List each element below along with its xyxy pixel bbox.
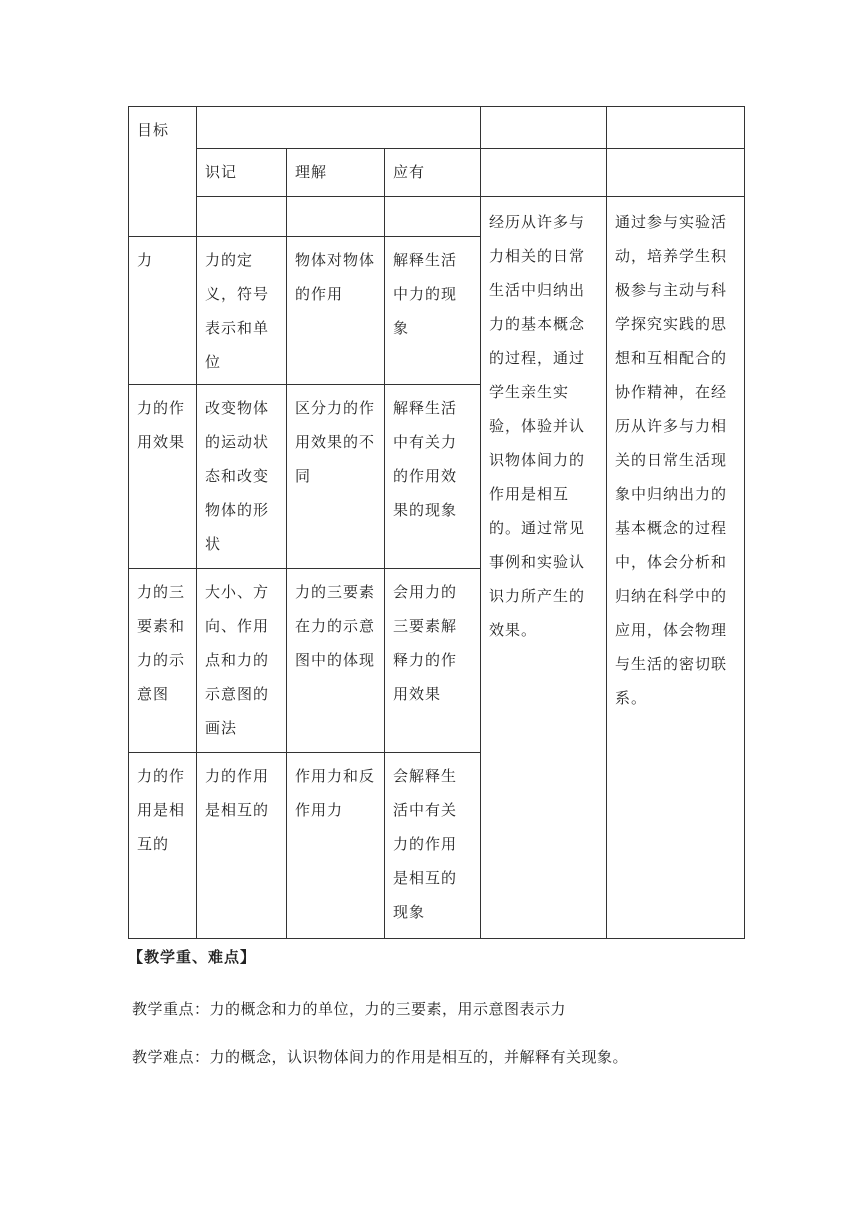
- level-apply-header: 应有: [385, 149, 481, 197]
- apply-cell: 解释生活中力的现象: [385, 237, 481, 385]
- teaching-objectives-table: [128, 106, 745, 939]
- topic-cell: 力的三要素和力的示意图: [129, 569, 197, 753]
- section-title: 【教学重、难点】: [128, 948, 257, 966]
- difficulty-text: 教学难点：力的概念，认识物体间力的作用是相互的，并解释有关现象。: [132, 1048, 629, 1066]
- recall-cell: 大小、方向、作用点和力的示意图的画法: [197, 569, 287, 753]
- level-recall-header: 识记: [197, 149, 287, 197]
- recall-cell: 改变物体的运动状态和改变物体的形状: [197, 385, 287, 569]
- header-blank-cell: [481, 107, 607, 149]
- level-understand-header: 理解: [287, 149, 385, 197]
- blank-cell: [287, 197, 385, 237]
- table-row: [129, 197, 745, 237]
- recall-cell: 力的作用是相互的: [197, 753, 287, 939]
- goal-label-cell: 目标: [129, 107, 197, 237]
- header-blank-cell: [197, 107, 481, 149]
- header-blank-cell: [607, 149, 745, 197]
- recall-cell: 力的定义，符号表示和单位: [197, 237, 287, 385]
- topic-cell: 力的作用是相互的: [129, 753, 197, 939]
- topic-cell: 力: [129, 237, 197, 385]
- header-blank-cell: [607, 107, 745, 149]
- understand-cell: 物体对物体的作用: [287, 237, 385, 385]
- blank-cell: [385, 197, 481, 237]
- emotion-attitude-cell: 通过参与实验活动，培养学生积极参与主动与科学探究实践的思想和互相配合的协作精神，在经历从许多与力相关的日常生活现象中归纳出力的基本概念的过程中，体会分析和归纳在科学中的应用，体会物理与生活的密切联系。: [607, 197, 745, 939]
- key-point-text: 教学重点：力的概念和力的单位，力的三要素，用示意图表示力: [132, 1000, 567, 1018]
- understand-cell: 区分力的作用效果的不同: [287, 385, 385, 569]
- process-method-cell: 经历从许多与力相关的日常生活中归纳出力的基本概念的过程，通过学生亲生实验，体验并认识物体间力的作用是相互的。通过常见事例和实验认识力所产生的效果。: [481, 197, 607, 939]
- apply-cell: 解释生活中有关力的作用效果的现象: [385, 385, 481, 569]
- topic-cell: 力的作用效果: [129, 385, 197, 569]
- understand-cell: 力的三要素在力的示意图中的体现: [287, 569, 385, 753]
- apply-cell: 会解释生活中有关力的作用是相互的现象: [385, 753, 481, 939]
- apply-cell: 会用力的三要素解释力的作用效果: [385, 569, 481, 753]
- blank-cell: [197, 197, 287, 237]
- understand-cell: 作用力和反作用力: [287, 753, 385, 939]
- table-row: [129, 149, 745, 197]
- table-row: [129, 107, 745, 149]
- header-blank-cell: [481, 149, 607, 197]
